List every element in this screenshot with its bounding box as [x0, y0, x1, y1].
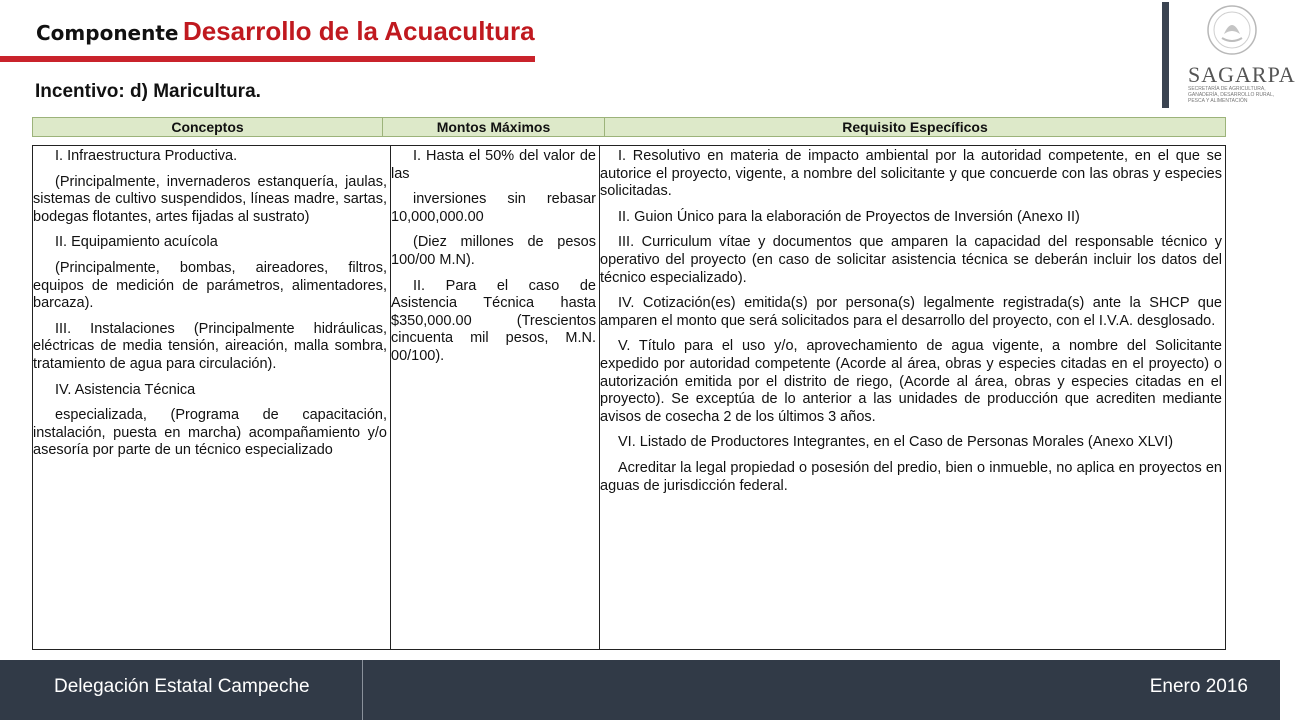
requisito-item: V. Título para el uso y/o, aprovechamiento de agua vigente, a nombre del Solicitante expedido por autoridad competente (Acorde al área, obras y especies citadas en el proyecto) o autorización emitida por el distrito de riego, (Acorde al área, obras y especies citadas en el proyecto). Se exceptúa de lo anterior a las unidades de producción que acrediten mediante avisos de cosecha 2 de los últimos 3 años.: [600, 338, 1222, 425]
incentivo-heading: Incentivo: d) Maricultura.: [35, 81, 261, 102]
header-montos: Montos Máximos: [383, 118, 605, 136]
concepto-item: III. Instalaciones (Principalmente hidráulicas, eléctricas de media tensión, aireación, malla sombra, tratamiento de agua para circulación).: [33, 320, 387, 372]
sagarpa-logo: SAGARPA: [1188, 62, 1296, 87]
concepto-item: IV. Asistencia Técnica: [55, 381, 196, 398]
header-conceptos: Conceptos: [33, 118, 383, 136]
concepto-item: I. Infraestructura Productiva.: [55, 148, 238, 164]
requisito-item: III. Curriculum vítae y documentos que amparen la capacidad del responsable técnico y operativo del proyecto (en caso de solicitar asistencia técnica se deberán incluir los datos del técnico especializado).: [600, 234, 1222, 286]
mexico-seal-icon: [1204, 4, 1260, 56]
concepto-item: especializada, (Programa de capacitación, instalación, puesta en marcha) acompañamiento y/o asesoría por parte de un técnico especializado: [33, 407, 387, 459]
requisito-item: II. Guion Único para la elaboración de Proyectos de Inversión (Anexo II): [618, 208, 1080, 225]
requisito-item: IV. Cotización(es) emitida(s) por persona(s) legalmente registrada(s) ante la SHCP que amparen el monto que será solicitados para el desarrollo del proyecto, con el I.V.A. desglosado.: [600, 295, 1222, 329]
monto-item: inversiones sin rebasar 10,000,000.00: [391, 191, 596, 225]
monto-item: (Diez millones de pesos 100/00 M.N).: [391, 234, 596, 268]
sagarpa-subtitle: SECRETARÍA DE AGRICULTURA, GANADERÍA, DESARROLLO RURAL, PESCA Y ALIMENTACIÓN: [1188, 86, 1275, 104]
title-prefix: Componente: [36, 21, 179, 45]
footer-divider: [362, 660, 363, 720]
page-title: [36, 16, 535, 47]
requisito-item: VI. Listado de Productores Integrantes, en el Caso de Personas Morales (Anexo XLVI): [618, 434, 1174, 451]
monto-item: II. Para el caso de Asistencia Técnica hasta $350,000.00 (Trescientos cincuenta mil pesos, M.N. 00/100).: [391, 277, 596, 364]
montos-column: [391, 146, 600, 649]
footer-date: Enero 2016: [1149, 676, 1248, 697]
conceptos-column: [33, 146, 391, 649]
concepto-item: (Principalmente, invernaderos estanquería, jaulas, sistemas de cultivo suspendidos, líneas madre, sartas, bodegas flotantes, artes fijadas al sustrato): [33, 173, 387, 225]
footer-delegation: Delegación Estatal Campeche: [54, 676, 310, 697]
requirements-table: [32, 145, 1226, 650]
table-header: [32, 117, 1226, 137]
title-underline: [0, 56, 535, 62]
requisito-item: Acreditar la legal propiedad o posesión del predio, bien o inmueble, no aplica en proyectos en aguas de jurisdicción federal.: [600, 459, 1222, 494]
requisito-item: I. Resolutivo en materia de impacto ambiental por la autoridad competente, en el que se autorice el proyecto, vigente, a nombre del solicitante y que concuerde con las obras y especies solicitadas.: [600, 148, 1222, 200]
concepto-item: II. Equipamiento acuícola: [55, 234, 218, 251]
header-requisitos: Requisito Específicos: [842, 119, 988, 135]
monto-item: I. Hasta el 50% del valor de las: [391, 148, 596, 182]
title-main: Desarrollo de la Acuacultura: [182, 16, 535, 46]
logo-divider: [1162, 2, 1169, 108]
requisitos-column: [600, 146, 1225, 649]
concepto-item: (Principalmente, bombas, aireadores, filtros, equipos de medición de parámetros, alimentadores, barcaza).: [33, 259, 387, 312]
